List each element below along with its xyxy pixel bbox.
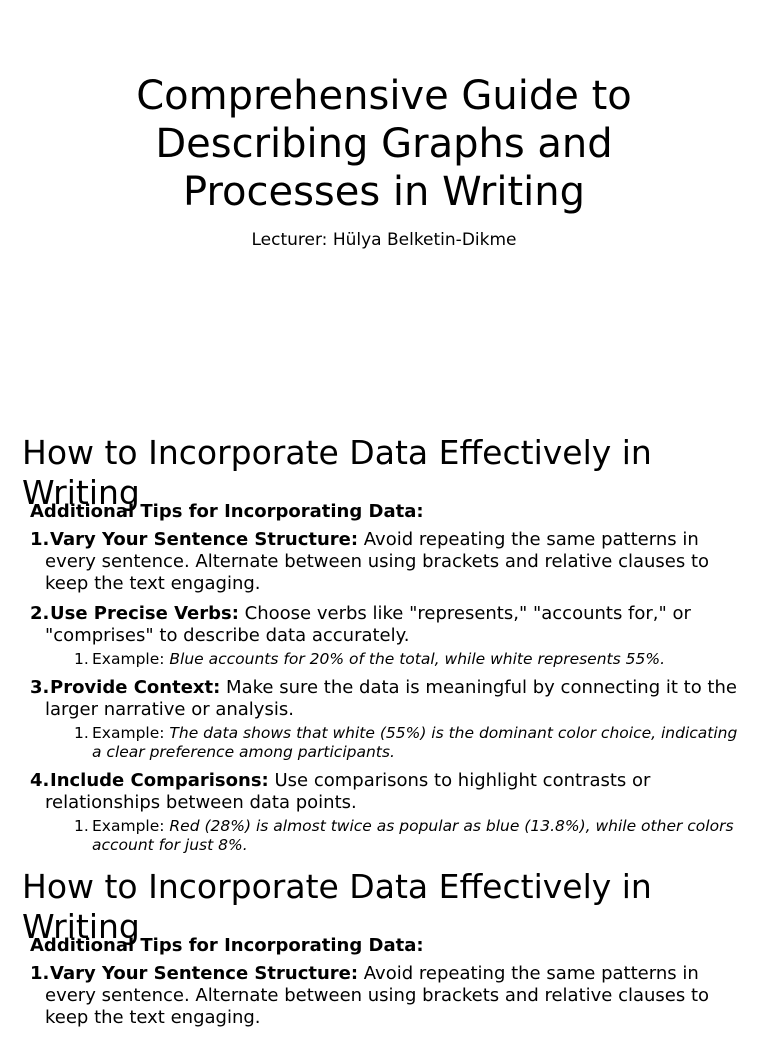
- tip-text: [45, 529, 750, 595]
- example-text: Red (28%) is almost twice as popular as blue (13.8%), while other colors account for just 8%.: [92, 817, 734, 854]
- example-label: Example:: [92, 817, 170, 835]
- tip-title: Use Precise Verbs:: [50, 603, 239, 624]
- title-block: [0, 72, 768, 250]
- slide-heading: How to Incorporate Data Effectively in Writing: [22, 433, 652, 512]
- tip-title: Provide Context:: [50, 677, 221, 698]
- tip-item: [30, 529, 750, 595]
- example-number: 1.: [74, 817, 89, 835]
- tip-text: [45, 770, 750, 814]
- tip-number: 1.: [30, 529, 50, 550]
- tip-text: [45, 963, 750, 1029]
- tip-body: Avoid repeating the same patterns in every sentence. Alternate between using brackets and relative clauses to keep the text engaging.: [45, 529, 710, 594]
- slide-body: [30, 501, 750, 863]
- tip-number: 1.: [30, 963, 50, 984]
- example-item: [45, 650, 750, 669]
- tip-text: [45, 603, 750, 647]
- tip-number: 4.: [30, 770, 50, 791]
- document-title: Comprehensive Guide to Describing Graphs and Processes in Writing: [136, 73, 632, 215]
- example-number: 1.: [74, 724, 89, 742]
- tip-item: [30, 963, 750, 1029]
- tip-item: [30, 603, 750, 669]
- example-label: Example:: [92, 650, 170, 668]
- tip-text: [45, 677, 750, 721]
- tips-heading: Additional Tips for Incorporating Data:: [30, 501, 424, 522]
- tip-number: 3.: [30, 677, 50, 698]
- example-item: [45, 817, 750, 855]
- example-number: 1.: [74, 650, 89, 668]
- slide-body: [30, 935, 750, 1037]
- lecturer-line: Lecturer: Hülya Belketin-Dikme: [251, 230, 517, 250]
- example-text: Blue accounts for 20% of the total, while white represents 55%.: [169, 650, 666, 668]
- tip-number: 2.: [30, 603, 50, 624]
- tip-body: Choose verbs like "represents," "accounts for," or "comprises" to describe data accurately.: [45, 603, 691, 646]
- tip-title: Vary Your Sentence Structure:: [50, 529, 359, 550]
- slide-heading: How to Incorporate Data Effectively in Writing: [22, 867, 652, 946]
- tip-body: Use comparisons to highlight contrasts or relationships between data points.: [45, 770, 651, 813]
- tip-body: Make sure the data is meaningful by connecting it to the larger narrative or analysis.: [45, 677, 737, 720]
- tip-item: [30, 677, 750, 762]
- tips-heading: Additional Tips for Incorporating Data:: [30, 935, 424, 956]
- tip-title: Include Comparisons:: [50, 770, 269, 791]
- example-text: The data shows that white (55%) is the dominant color choice, indicating a clear preference among participants.: [92, 724, 738, 761]
- tip-item: [30, 770, 750, 855]
- tip-title: Vary Your Sentence Structure:: [50, 963, 359, 984]
- example-label: Example:: [92, 724, 170, 742]
- example-item: [45, 724, 750, 762]
- tip-body: Avoid repeating the same patterns in every sentence. Alternate between using brackets and relative clauses to keep the text engaging.: [45, 963, 710, 1028]
